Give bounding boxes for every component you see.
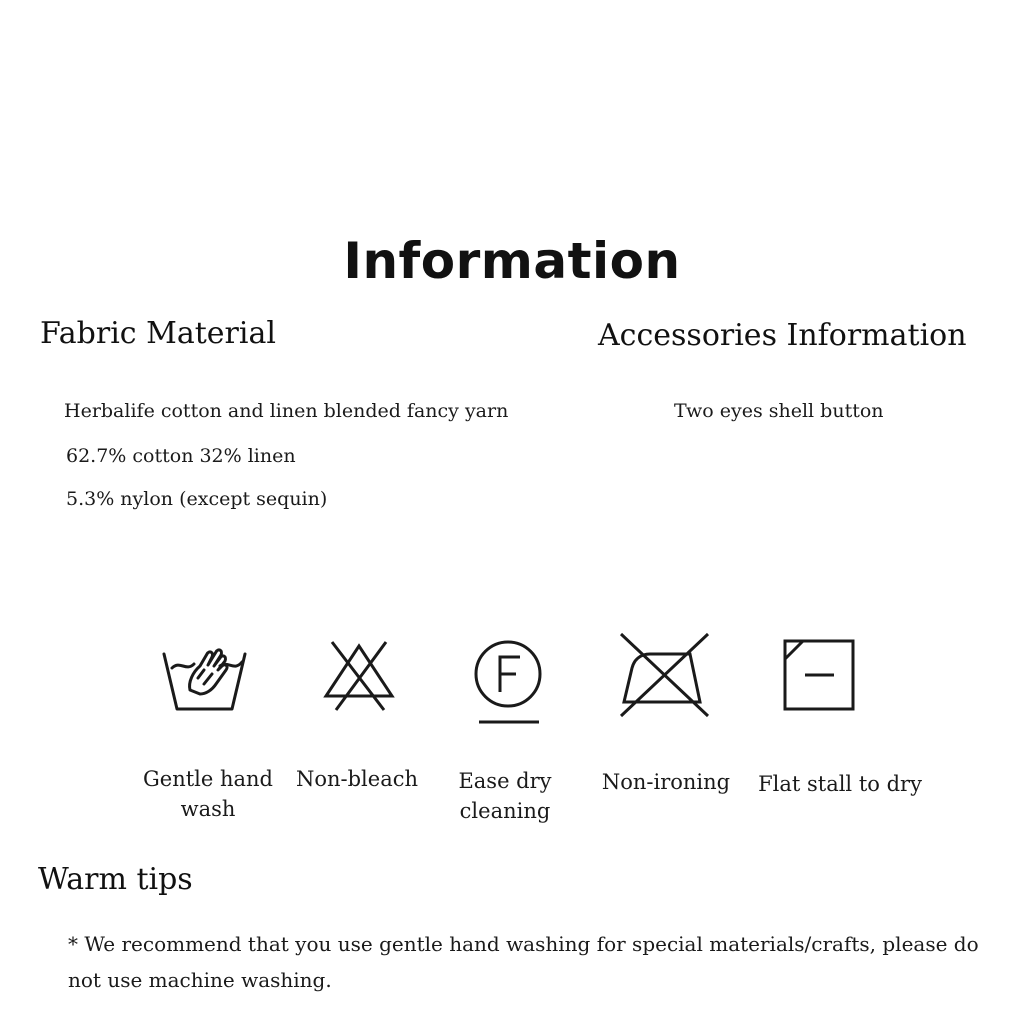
care-label-non-bleach: Non-bleach (295, 767, 419, 791)
flat-dry-icon (782, 638, 856, 712)
page-title: Information (343, 232, 681, 290)
non-ironing-icon (618, 630, 712, 720)
care-label-flat-dry: Flat stall to dry (758, 772, 922, 796)
accessories-heading: Accessories Information (598, 318, 967, 353)
care-label-hand-wash: Gentle hand wash (143, 767, 273, 821)
hand-wash-icon (160, 632, 250, 716)
care-label-non-ironing: Non-ironing (601, 770, 731, 794)
fabric-line: 62.7% cotton 32% linen (66, 445, 296, 467)
fabric-line: 5.3% nylon (except sequin) (66, 488, 328, 510)
fabric-line: Herbalife cotton and linen blended fancy yarn (64, 400, 509, 422)
accessories-line: Two eyes shell button (674, 400, 884, 422)
warm-tips-text: * We recommend that you use gentle hand washing for special materials/crafts, please do not use machine washing. (68, 932, 979, 992)
care-label-dry-clean: Ease dry cleaning (458, 769, 552, 823)
warm-tips-heading: Warm tips (38, 862, 193, 897)
dry-clean-f-icon (470, 636, 546, 728)
fabric-material-heading: Fabric Material (40, 316, 276, 351)
non-bleach-icon (322, 638, 396, 714)
